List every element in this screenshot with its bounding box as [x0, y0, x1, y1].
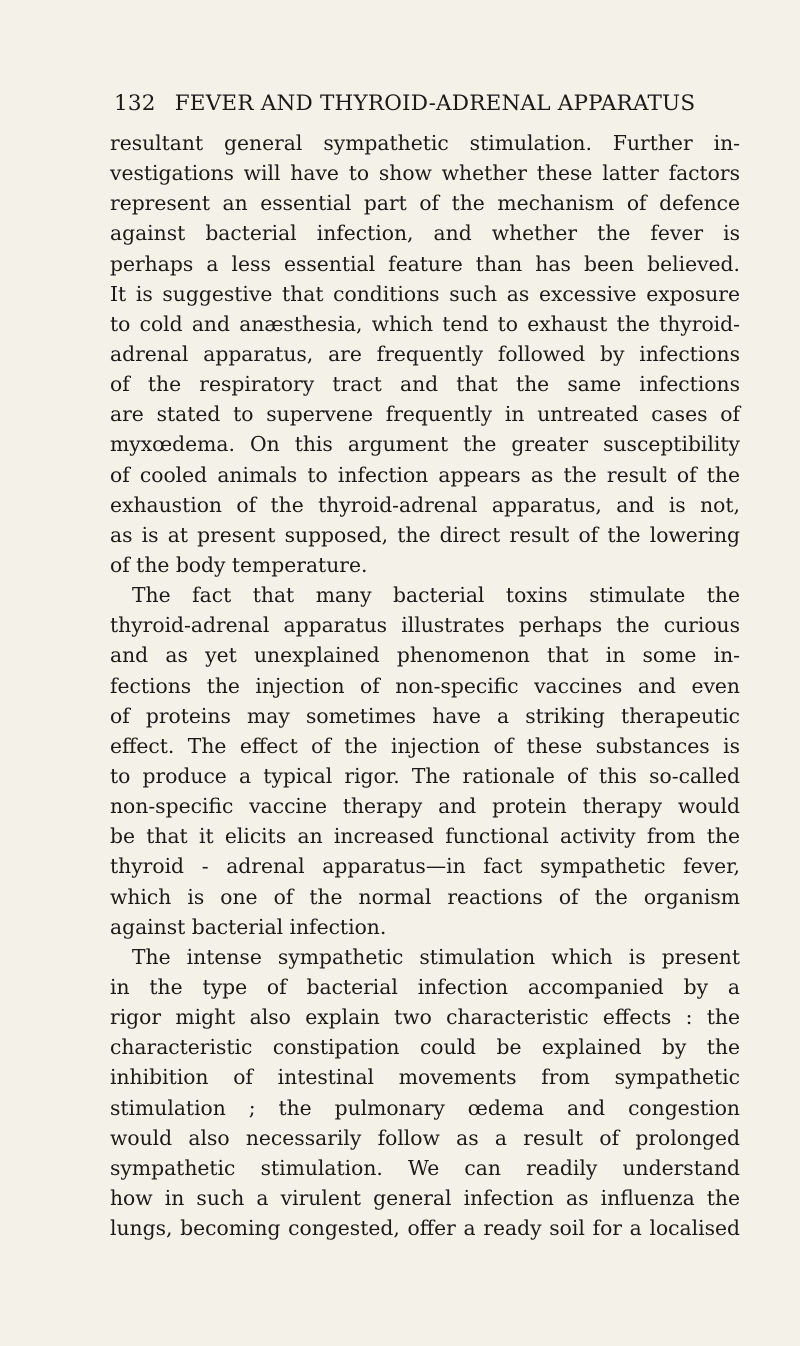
text-line: against bacterial infection.: [110, 914, 387, 939]
text-line: against bacterial infection, and whether the fever is: [110, 221, 740, 246]
text-line: resultant general sympathetic stimulation. Further in-: [110, 131, 740, 155]
text-line: non-specific vaccine therapy and protein therapy would: [110, 794, 740, 819]
text-line: rigor might also explain two characteristic effects : the: [110, 1005, 740, 1030]
running-head: [114, 91, 734, 116]
text-line: lungs, becoming congested, offer a ready soil for a localised: [110, 1216, 740, 1241]
text-line: thyroid - adrenal apparatus—in fact sympathetic fever,: [110, 854, 740, 879]
text-line: characteristic constipation could be explained by the: [110, 1035, 740, 1060]
text-line: The intense sympathetic stimulation which is present: [132, 944, 740, 969]
text-line: would also necessarily follow as a result of prolonged: [110, 1125, 740, 1150]
text-line: sympathetic stimulation. We can readily understand: [110, 1155, 740, 1180]
body-text: [110, 128, 740, 1243]
text-line: which is one of the normal reactions of the organism: [110, 884, 740, 909]
text-line: represent an essential part of the mechanism of defence: [110, 191, 740, 216]
running-title: FEVER AND THYROID-ADRENAL APPARATUS: [174, 91, 696, 116]
text-line: to cold and anæsthesia, which tend to exhaust the thyroid-: [110, 311, 740, 336]
text-line: vestigations will have to show whether these latter factors: [110, 161, 740, 186]
text-line: adrenal apparatus, are frequently followed by infections: [110, 341, 740, 366]
page-number: 132: [114, 91, 156, 116]
text-line: to produce a typical rigor. The rationale of this so-called: [110, 763, 740, 788]
text-line: and as yet unexplained phenomenon that in some in-: [110, 643, 740, 668]
text-line: stimulation ; the pulmonary œdema and congestion: [110, 1095, 740, 1120]
text-line: in the type of bacterial infection accompanied by a: [110, 974, 740, 999]
text-line: The fact that many bacterial toxins stimulate the: [132, 583, 740, 608]
text-line: are stated to supervene frequently in untreated cases of: [110, 402, 740, 427]
text-line: It is suggestive that conditions such as excessive exposure: [110, 281, 740, 306]
text-line: fections the injection of non-specific vaccines and even: [110, 673, 740, 698]
text-line: effect. The effect of the injection of these substances is: [110, 733, 740, 758]
text-line: of cooled animals to infection appears as the result of the: [110, 462, 740, 487]
text-line: be that it elicits an increased functional activity from the: [110, 824, 740, 849]
text-line: perhaps a less essential feature than has been believed.: [110, 251, 740, 276]
text-line: of the body temperature.: [110, 552, 368, 577]
text-line: myxœdema. On this argument the greater susceptibility: [110, 432, 740, 457]
text-line: as is at present supposed, the direct result of the lowering: [110, 522, 740, 547]
text-line: inhibition of intestinal movements from sympathetic: [110, 1065, 740, 1090]
text-line: of proteins may sometimes have a striking therapeutic: [110, 703, 740, 728]
text-line: thyroid-adrenal apparatus illustrates perhaps the curious: [110, 613, 740, 638]
text-line: exhaustion of the thyroid-adrenal apparatus, and is not,: [110, 492, 740, 517]
text-line: of the respiratory tract and that the same infections: [110, 372, 740, 397]
text-line: how in such a virulent general infection as influenza the: [110, 1185, 740, 1210]
